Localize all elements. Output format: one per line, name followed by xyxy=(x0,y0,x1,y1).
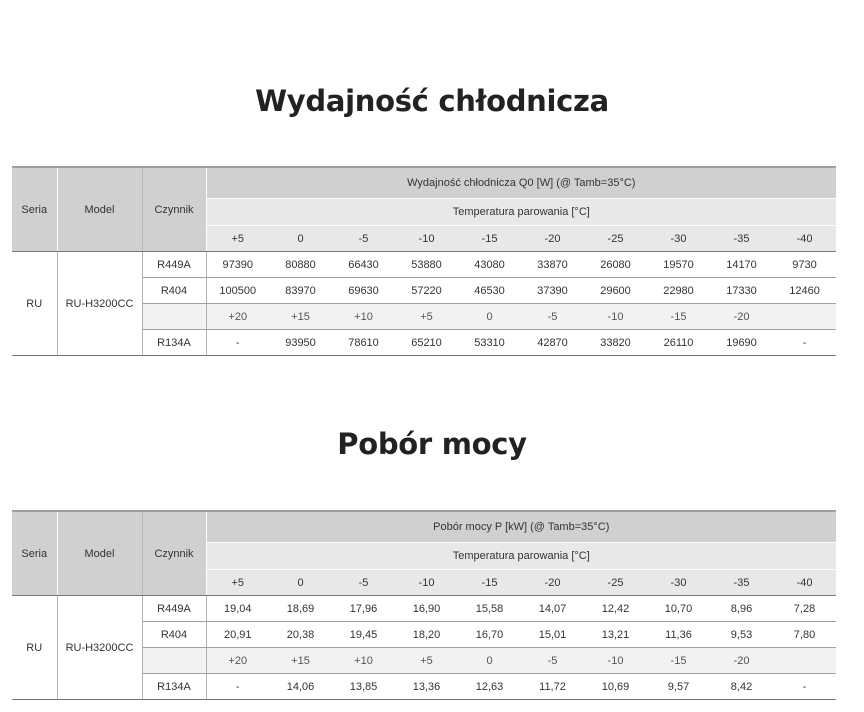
refrigerant-header: Czynnik xyxy=(142,511,206,596)
value-cell: 18,20 xyxy=(395,622,458,648)
seria-cell: RU xyxy=(12,252,57,356)
value-cell: 17,96 xyxy=(332,596,395,622)
temp-value: -20 xyxy=(521,570,584,596)
value-cell: 7,28 xyxy=(773,596,836,622)
table-row xyxy=(12,596,836,622)
alt-temp-value: -10 xyxy=(584,648,647,674)
value-cell: 16,70 xyxy=(458,622,521,648)
evaporation-temp-header: Temperatura parowania [°C] xyxy=(206,543,836,570)
value-cell: 15,58 xyxy=(458,596,521,622)
value-cell: 100500 xyxy=(206,278,269,304)
temp-value: -5 xyxy=(332,570,395,596)
value-cell: 19690 xyxy=(710,330,773,356)
temp-value: -5 xyxy=(332,226,395,252)
value-cell: 53880 xyxy=(395,252,458,278)
refrigerant-cell-empty xyxy=(142,648,206,674)
alt-temp-value: +10 xyxy=(332,648,395,674)
alt-temp-value xyxy=(773,648,836,674)
value-cell: - xyxy=(773,674,836,700)
temp-value: +5 xyxy=(206,570,269,596)
alt-temp-value: -15 xyxy=(647,648,710,674)
value-cell: 66430 xyxy=(332,252,395,278)
value-cell: 19,04 xyxy=(206,596,269,622)
value-cell: 43080 xyxy=(458,252,521,278)
refrigerant-cell: R134A xyxy=(142,674,206,700)
alt-temp-value: +20 xyxy=(206,648,269,674)
model-cell: RU-H3200CC xyxy=(57,596,142,700)
value-cell: 26110 xyxy=(647,330,710,356)
model-header: Model xyxy=(57,511,142,596)
refrigerant-cell: R449A xyxy=(142,252,206,278)
value-cell: 11,36 xyxy=(647,622,710,648)
alt-temp-value: +10 xyxy=(332,304,395,330)
value-cell: 17330 xyxy=(710,278,773,304)
seria-cell: RU xyxy=(12,596,57,700)
value-cell: 14,07 xyxy=(521,596,584,622)
seria-header: Seria xyxy=(12,511,57,596)
evaporation-temp-header: Temperatura parowania [°C] xyxy=(206,199,836,226)
refrigerant-cell: R404 xyxy=(142,278,206,304)
value-cell: 97390 xyxy=(206,252,269,278)
alt-temp-value xyxy=(773,304,836,330)
alt-temp-value: +15 xyxy=(269,648,332,674)
value-cell: 37390 xyxy=(521,278,584,304)
value-cell: 8,42 xyxy=(710,674,773,700)
value-cell: 33870 xyxy=(521,252,584,278)
value-cell: 78610 xyxy=(332,330,395,356)
model-header: Model xyxy=(57,167,142,252)
temp-value: -40 xyxy=(773,226,836,252)
value-cell: 19,45 xyxy=(332,622,395,648)
alt-temp-value: 0 xyxy=(458,304,521,330)
alt-temp-value: -20 xyxy=(710,648,773,674)
temp-value: -25 xyxy=(584,226,647,252)
value-cell: 9,57 xyxy=(647,674,710,700)
table-row xyxy=(12,252,836,278)
value-cell: 83970 xyxy=(269,278,332,304)
temp-value: -10 xyxy=(395,226,458,252)
value-cell: 65210 xyxy=(395,330,458,356)
alt-temp-value: +5 xyxy=(395,304,458,330)
temp-value: -15 xyxy=(458,226,521,252)
alt-temp-value: -10 xyxy=(584,304,647,330)
value-cell: 11,72 xyxy=(521,674,584,700)
seria-header: Seria xyxy=(12,167,57,252)
value-cell: - xyxy=(206,674,269,700)
value-cell: 13,21 xyxy=(584,622,647,648)
value-cell: 53310 xyxy=(458,330,521,356)
value-cell: 8,96 xyxy=(710,596,773,622)
value-cell: 26080 xyxy=(584,252,647,278)
power-consumption-title: Pobór mocy xyxy=(337,427,527,461)
value-cell: 20,38 xyxy=(269,622,332,648)
power-consumption-table xyxy=(12,510,836,700)
value-cell: 93950 xyxy=(269,330,332,356)
value-cell: 9,53 xyxy=(710,622,773,648)
value-cell: 16,90 xyxy=(395,596,458,622)
value-cell: 10,69 xyxy=(584,674,647,700)
temp-value: -35 xyxy=(710,570,773,596)
value-cell: 69630 xyxy=(332,278,395,304)
model-cell: RU-H3200CC xyxy=(57,252,142,356)
value-cell: 9730 xyxy=(773,252,836,278)
value-cell: 19570 xyxy=(647,252,710,278)
refrigerant-cell: R134A xyxy=(142,330,206,356)
value-cell: 22980 xyxy=(647,278,710,304)
value-cell: 7,80 xyxy=(773,622,836,648)
temp-value: -35 xyxy=(710,226,773,252)
alt-temp-value: -20 xyxy=(710,304,773,330)
value-cell: 13,85 xyxy=(332,674,395,700)
temp-value: -25 xyxy=(584,570,647,596)
value-cell: 10,70 xyxy=(647,596,710,622)
alt-temp-value: 0 xyxy=(458,648,521,674)
value-cell: 14170 xyxy=(710,252,773,278)
value-cell: 15,01 xyxy=(521,622,584,648)
value-cell: - xyxy=(773,330,836,356)
value-cell: 33820 xyxy=(584,330,647,356)
temp-value: -15 xyxy=(458,570,521,596)
value-cell: 57220 xyxy=(395,278,458,304)
value-cell: 12,63 xyxy=(458,674,521,700)
temp-value: -30 xyxy=(647,226,710,252)
alt-temp-value: -5 xyxy=(521,304,584,330)
alt-temp-value: +5 xyxy=(395,648,458,674)
temp-value: -30 xyxy=(647,570,710,596)
temp-value: -20 xyxy=(521,226,584,252)
value-cell: 12460 xyxy=(773,278,836,304)
temp-value: 0 xyxy=(269,226,332,252)
refrigerant-header: Czynnik xyxy=(142,167,206,252)
value-cell: 12,42 xyxy=(584,596,647,622)
value-cell: - xyxy=(206,330,269,356)
alt-temp-value: +20 xyxy=(206,304,269,330)
value-cell: 14,06 xyxy=(269,674,332,700)
refrigerant-cell: R404 xyxy=(142,622,206,648)
value-cell: 46530 xyxy=(458,278,521,304)
capacity-group-header: Wydajność chłodnicza Q0 [W] (@ Tamb=35°C) xyxy=(206,167,836,199)
value-cell: 42870 xyxy=(521,330,584,356)
cooling-capacity-table xyxy=(12,166,836,356)
value-cell: 29600 xyxy=(584,278,647,304)
alt-temp-value: +15 xyxy=(269,304,332,330)
temp-value: +5 xyxy=(206,226,269,252)
refrigerant-cell: R449A xyxy=(142,596,206,622)
value-cell: 13,36 xyxy=(395,674,458,700)
value-cell: 80880 xyxy=(269,252,332,278)
value-cell: 18,69 xyxy=(269,596,332,622)
refrigerant-cell-empty xyxy=(142,304,206,330)
temp-value: 0 xyxy=(269,570,332,596)
power-group-header: Pobór mocy P [kW] (@ Tamb=35°C) xyxy=(206,511,836,543)
temp-value: -40 xyxy=(773,570,836,596)
alt-temp-value: -15 xyxy=(647,304,710,330)
temp-value: -10 xyxy=(395,570,458,596)
cooling-capacity-title: Wydajność chłodnicza xyxy=(255,84,609,118)
alt-temp-value: -5 xyxy=(521,648,584,674)
value-cell: 20,91 xyxy=(206,622,269,648)
